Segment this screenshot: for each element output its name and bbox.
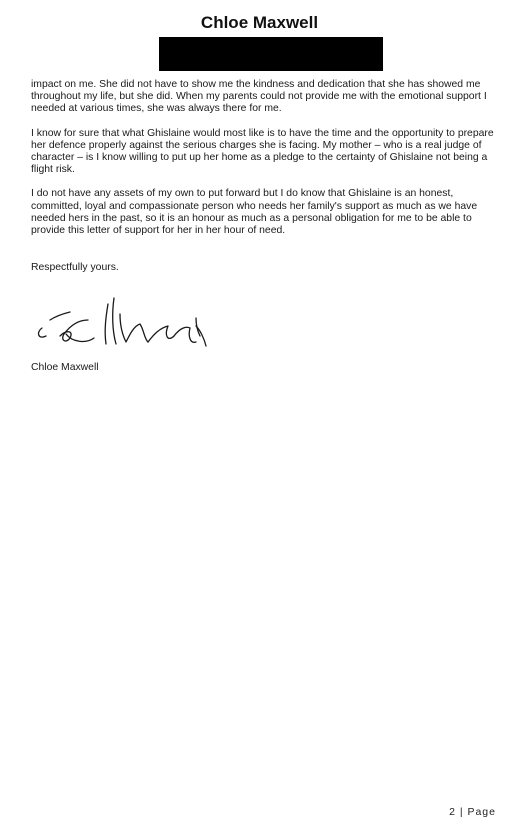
letter-paragraph-1: impact on me. She did not have to show me the kindness and dedication that she has showed me throughout my life, but she did. When my parents could not provide me with the emotional support I needed at various times, she was always there for me. [31,79,487,115]
letter-paragraph-2: I know for sure that what Ghislaine would most like is to have the time and the opportunity to prepare her defence properly against the serious charges she is facing. My mother – who is a real judge of character – is I know willing to put up her home as a pledge to the certainty of Ghislaine not being a flight risk. [31,127,494,176]
letter-closing: Respectfully yours. [31,262,119,273]
redaction-block [159,37,383,71]
handwritten-signature [30,290,220,352]
letter-body [31,79,501,249]
letter-header-title: Chloe Maxwell [200,13,319,32]
signer-name: Chloe Maxwell [31,362,99,373]
letter-paragraph-3: I do not have any assets of my own to put forward but I do know that Ghislaine is an honest, committed, loyal and compassionate person who needs her family's support as much as we have needed hers in the past, so it is an honour as much as a personal obligation for me to be able to provide this letter of support for her in her hour of need. [31,188,478,237]
page-number-footer: 2 | Page [449,806,496,818]
